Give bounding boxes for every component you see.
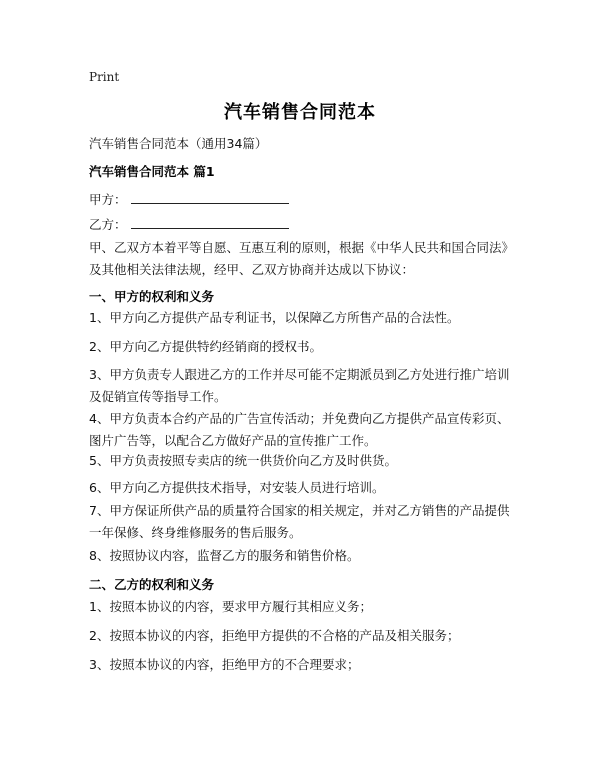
party-b-blank	[131, 215, 289, 229]
party-a-label: 甲方：	[89, 192, 127, 207]
intro-paragraph: 甲、乙双方本着平等自愿、互惠互利的原则，根据《中华人民共和国合同法》及其他相关法律法规，经甲、乙双方协商并达成以下协议：	[89, 240, 515, 277]
list-item: 2、按照本协议的内容，拒绝甲方提供的不合格的产品及相关服务；	[89, 628, 460, 643]
list-item: 1、按照本协议的内容，要求甲方履行其相应义务；	[89, 599, 372, 614]
party-b-label: 乙方：	[89, 217, 127, 232]
party-a-line	[89, 190, 289, 208]
list-item: 1、甲方向乙方提供产品专利证书，以保障乙方所售产品的合法性。	[89, 310, 460, 325]
subtitle: 汽车销售合同范本（通用34篇）	[89, 136, 268, 151]
print-link[interactable]: Print	[89, 70, 120, 84]
section1-heading: 一、甲方的权利和义务	[89, 289, 215, 304]
list-item: 6、甲方向乙方提供技术指导，对安装人员进行培训。	[89, 480, 385, 495]
party-a-blank	[131, 190, 289, 204]
list-item: 7、甲方保证所供产品的质量符合国家的相关规定，并对乙方销售的产品提供一年保修、终身维修服务的售后服务。	[89, 503, 510, 540]
document-title: 汽车销售合同范本	[224, 102, 376, 123]
list-item: 3、甲方负责专人跟进乙方的工作并尽可能不定期派员到乙方处进行推广培训及促销宣传等指导工作。	[89, 367, 510, 404]
list-item: 3、按照本协议的内容，拒绝甲方的不合理要求；	[89, 657, 360, 672]
list-item: 5、甲方负责按照专卖店的统一供货价向乙方及时供货。	[89, 453, 397, 468]
article-heading: 汽车销售合同范本 篇1	[89, 164, 215, 179]
party-b-line	[89, 215, 289, 233]
list-item: 4、甲方负责本合约产品的广告宣传活动；并免费向乙方提供产品宣传彩页、图片广告等，以配合乙方做好产品的宣传推广工作。	[89, 411, 510, 448]
list-item: 2、甲方向乙方提供特约经销商的授权书。	[89, 339, 322, 354]
section2-heading: 二、乙方的权利和义务	[89, 577, 215, 592]
list-item: 8、按照协议内容，监督乙方的服务和销售价格。	[89, 548, 360, 563]
